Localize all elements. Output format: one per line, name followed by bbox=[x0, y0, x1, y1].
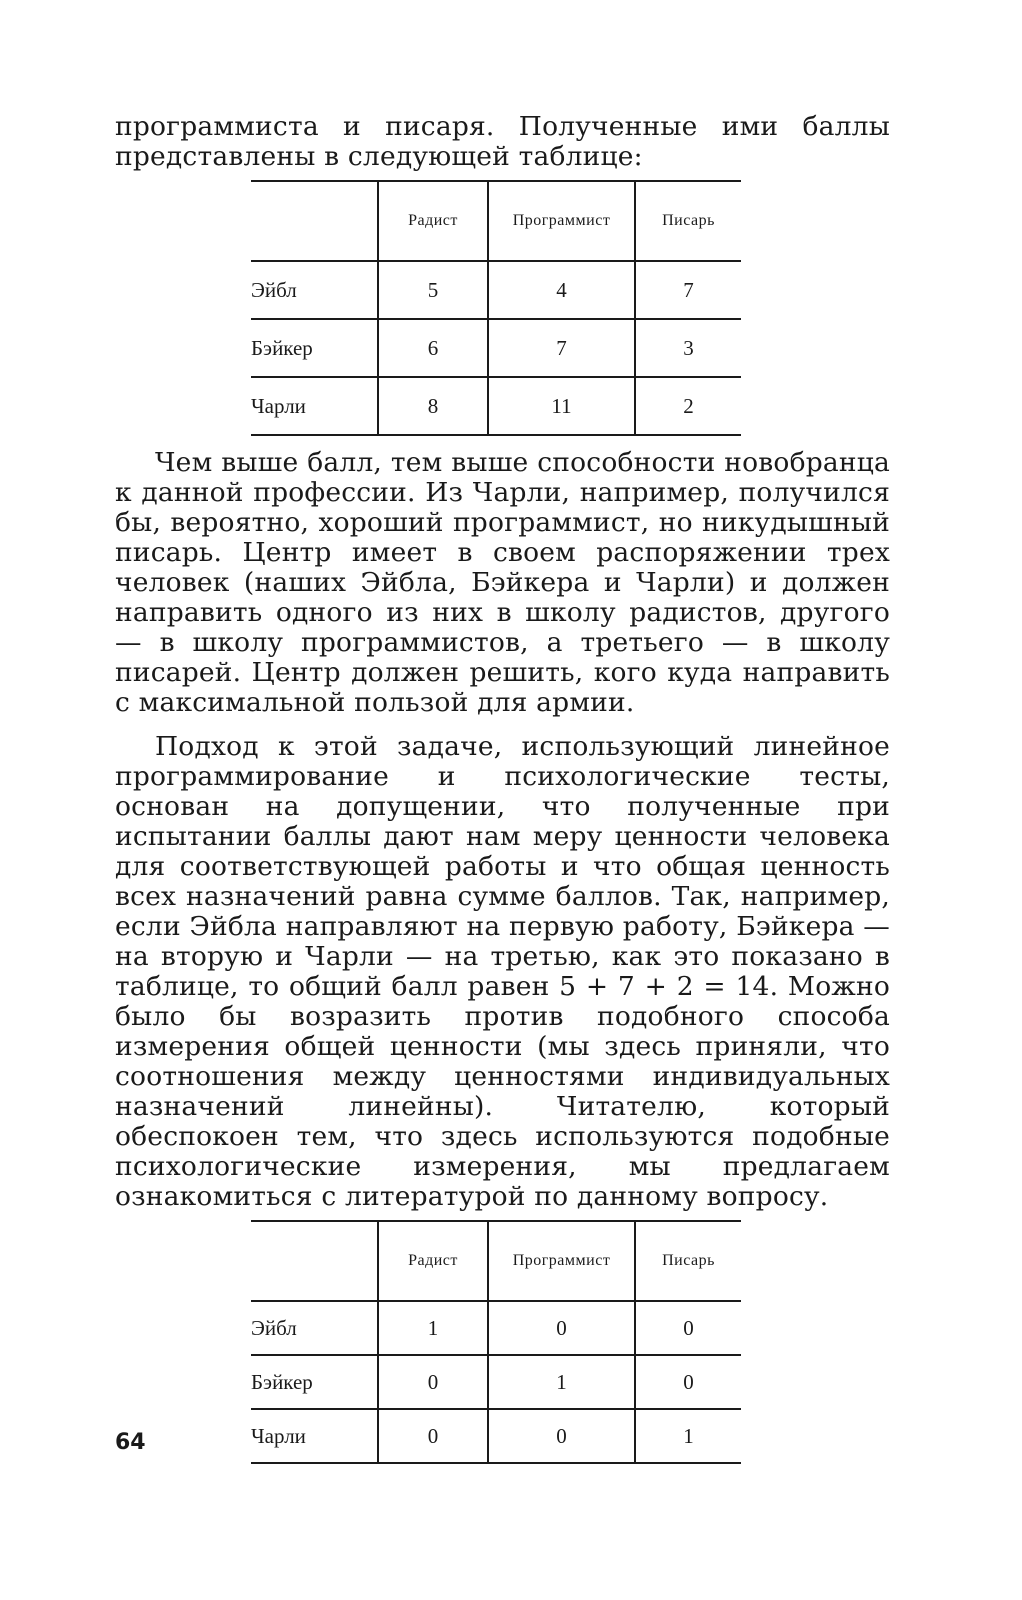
row-label: Бэйкер bbox=[251, 319, 378, 377]
table-cell: 3 bbox=[635, 319, 741, 377]
table-cell: 5 bbox=[378, 261, 488, 319]
table-row bbox=[251, 319, 741, 377]
table-cell: 7 bbox=[488, 319, 635, 377]
corner-cell bbox=[251, 181, 378, 261]
table-cell: 8 bbox=[378, 377, 488, 435]
body-paragraph-2: Подход к этой задаче, использующий линейное программирование и психологические тесты, основан на допущении, что полученные при испытании баллы дают нам меру ценности человека для соответствующей работы и что общая ценность всех назначений равна сумме баллов. Так, например, если Эйбла направляют на первую работу, Бэйкера — на вторую и Чарли — на третью, как это показано в таблице, то общий балл равен 5 + 7 + 2 = 14. Можно было бы возразить против подобного способа измерения общей ценности (мы здесь приняли, что соотношения между ценностями индивидуальных назначений линейны). Читателю, который обеспокоен тем, что здесь используются подобные психологические измерения, мы предлагаем ознакомиться с литературой по данному вопросу. bbox=[115, 731, 890, 1212]
table-cell: 0 bbox=[378, 1409, 488, 1463]
table-cell: 11 bbox=[488, 377, 635, 435]
intro-paragraph: программиста и писаря. Полученные ими баллы представлены в следующей таблице: bbox=[115, 111, 890, 172]
column-header-programmist: Программист bbox=[488, 1221, 635, 1301]
scores-table bbox=[251, 180, 741, 436]
column-header-radist: Радист bbox=[378, 181, 488, 261]
table-cell: 7 bbox=[635, 261, 741, 319]
page-content bbox=[115, 112, 890, 1464]
table-row bbox=[251, 261, 741, 319]
row-label: Эйбл bbox=[251, 261, 378, 319]
table-header-row bbox=[251, 1221, 741, 1301]
page-number: 64 bbox=[115, 1430, 146, 1455]
table-cell: 1 bbox=[488, 1355, 635, 1409]
corner-cell bbox=[251, 1221, 378, 1301]
table-cell: 1 bbox=[635, 1409, 741, 1463]
row-label: Чарли bbox=[251, 1409, 378, 1463]
column-header-programmist: Программист bbox=[488, 181, 635, 261]
row-label: Чарли bbox=[251, 377, 378, 435]
table-cell: 0 bbox=[488, 1301, 635, 1355]
column-header-pisar: Писарь bbox=[635, 181, 741, 261]
row-label: Эйбл bbox=[251, 1301, 378, 1355]
table-row bbox=[251, 377, 741, 435]
table-row bbox=[251, 1409, 741, 1463]
column-header-pisar: Писарь bbox=[635, 1221, 741, 1301]
table-cell: 4 bbox=[488, 261, 635, 319]
table-row bbox=[251, 1301, 741, 1355]
table-row bbox=[251, 1355, 741, 1409]
table-cell: 6 bbox=[378, 319, 488, 377]
row-label: Бэйкер bbox=[251, 1355, 378, 1409]
table-cell: 0 bbox=[635, 1301, 741, 1355]
column-header-radist: Радист bbox=[378, 1221, 488, 1301]
table-cell: 0 bbox=[488, 1409, 635, 1463]
table-cell: 0 bbox=[378, 1355, 488, 1409]
table-cell: 1 bbox=[378, 1301, 488, 1355]
table-header-row bbox=[251, 181, 741, 261]
body-paragraph-1: Чем выше балл, тем выше способности новобранца к данной профессии. Из Чарли, например, получился бы, вероятно, хороший программист, но никудышный писарь. Центр имеет в своем распоряжении трех человек (наших Эйбла, Бэйкера и Чарли) и должен направить одного из них в школу радистов, другого — в школу программистов, а третьего — в школу писарей. Центр должен решить, кого куда направить с максимальной пользой для армии. bbox=[115, 447, 890, 718]
table-cell: 0 bbox=[635, 1355, 741, 1409]
table-cell: 2 bbox=[635, 377, 741, 435]
assignment-table bbox=[251, 1220, 741, 1464]
